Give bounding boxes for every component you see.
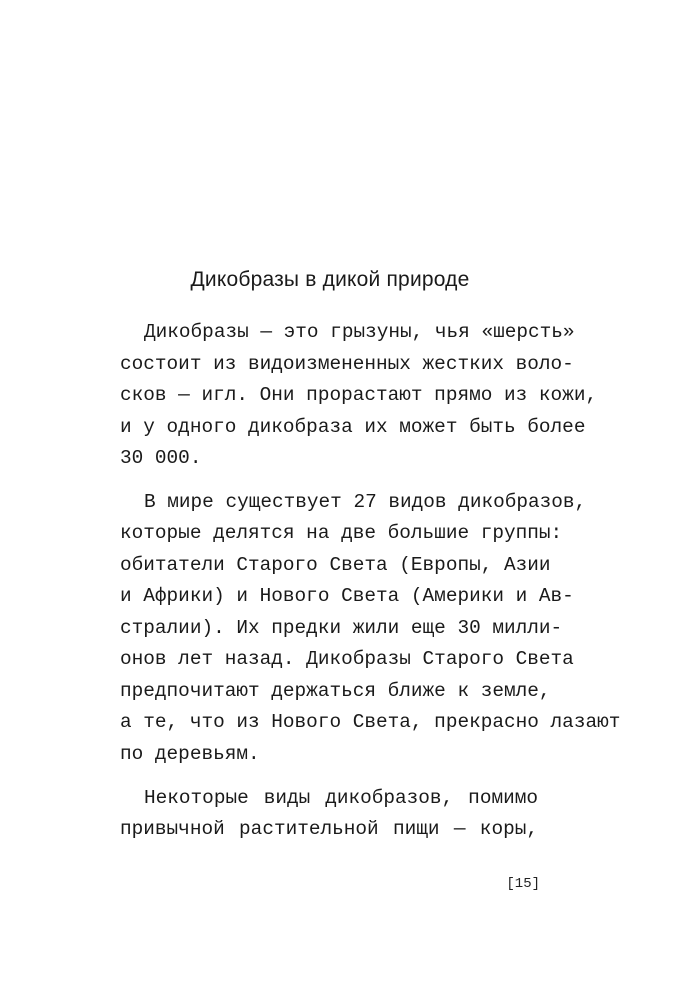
text-line: Некоторые виды дикобразов, помимо: [144, 787, 538, 809]
text-line: предпочитают держаться ближе к земле,: [120, 680, 551, 702]
text-line: 30 000.: [120, 447, 202, 469]
text-line: Дикобразы — это грызуны, чья «шерсть»: [144, 321, 575, 343]
text-line: состоит из видоизмененных жестких воло-: [120, 353, 574, 375]
text-line: сков — игл. Они прорастают прямо из кожи,: [120, 384, 598, 406]
text-line: и Африки) и Нового Света (Америки и Ав-: [120, 585, 574, 607]
text-line: которые делятся на две большие группы:: [120, 522, 563, 544]
text-line: а те, что из Нового Света, прекрасно лазают: [120, 711, 621, 733]
text-line: онов лет назад. Дикобразы Старого Света: [120, 648, 574, 670]
text-line: В мире существует 27 видов дикобразов,: [144, 491, 587, 513]
text-line: обитатели Старого Света (Европы, Азии: [120, 554, 551, 576]
text-line: привычной растительной пищи — коры,: [120, 818, 538, 840]
page-number: [15]: [506, 876, 540, 892]
text-line: по деревьям.: [120, 743, 260, 765]
text-line: стралии). Их предки жили еще 30 милли-: [120, 617, 563, 639]
chapter-title: Дикобразы в дикой природе: [190, 268, 470, 291]
text-line: и у одного дикобраза их может быть более: [120, 416, 586, 438]
